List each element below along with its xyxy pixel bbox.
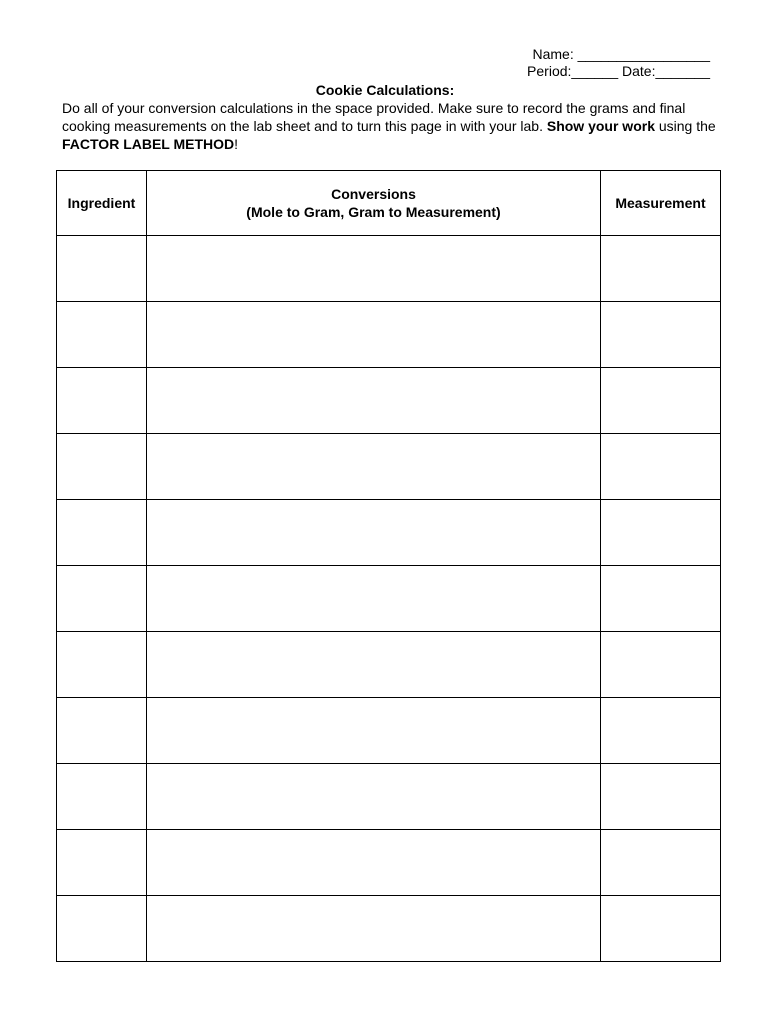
measurement-cell[interactable] bbox=[601, 896, 721, 962]
conversions-cell[interactable] bbox=[147, 566, 601, 632]
table-row bbox=[57, 302, 721, 368]
period-date-field bbox=[470, 63, 710, 80]
instructions-end: ! bbox=[234, 136, 239, 152]
name-field[interactable] bbox=[470, 46, 710, 63]
conversions-cell[interactable] bbox=[147, 434, 601, 500]
table-row bbox=[57, 434, 721, 500]
measurement-cell[interactable] bbox=[601, 434, 721, 500]
table-row bbox=[57, 566, 721, 632]
conversions-cell[interactable] bbox=[147, 368, 601, 434]
conversions-cell[interactable] bbox=[147, 830, 601, 896]
date-blank[interactable]: _______ bbox=[655, 63, 710, 79]
ingredient-cell[interactable] bbox=[57, 500, 147, 566]
conversions-cell[interactable] bbox=[147, 236, 601, 302]
header-ingredient: Ingredient bbox=[57, 171, 147, 236]
header-fields bbox=[470, 46, 710, 80]
ingredient-cell[interactable] bbox=[57, 632, 147, 698]
table-header-row bbox=[57, 171, 721, 236]
measurement-cell[interactable] bbox=[601, 236, 721, 302]
conversion-table bbox=[56, 170, 721, 962]
table-row bbox=[57, 236, 721, 302]
table-row bbox=[57, 632, 721, 698]
measurement-cell[interactable] bbox=[601, 566, 721, 632]
conversions-cell[interactable] bbox=[147, 764, 601, 830]
measurement-cell[interactable] bbox=[601, 500, 721, 566]
table-row bbox=[57, 698, 721, 764]
conversions-cell[interactable] bbox=[147, 632, 601, 698]
header-conversions-title: Conversions bbox=[331, 186, 416, 202]
measurement-cell[interactable] bbox=[601, 830, 721, 896]
table-row bbox=[57, 830, 721, 896]
period-label: Period: bbox=[527, 63, 572, 79]
date-label: Date: bbox=[622, 63, 656, 79]
conversions-cell[interactable] bbox=[147, 500, 601, 566]
name-blank[interactable]: _________________ bbox=[577, 46, 710, 62]
instructions-using: using the bbox=[654, 118, 716, 134]
instructions bbox=[62, 99, 722, 153]
period-blank[interactable]: ______ bbox=[571, 63, 619, 79]
header-conversions bbox=[147, 171, 601, 236]
table-row bbox=[57, 896, 721, 962]
measurement-cell[interactable] bbox=[601, 368, 721, 434]
ingredient-cell[interactable] bbox=[57, 830, 147, 896]
table-row bbox=[57, 368, 721, 434]
ingredient-cell[interactable] bbox=[57, 896, 147, 962]
ingredient-cell[interactable] bbox=[57, 698, 147, 764]
header-measurement: Measurement bbox=[601, 171, 721, 236]
measurement-cell[interactable] bbox=[601, 302, 721, 368]
conversions-cell[interactable] bbox=[147, 698, 601, 764]
ingredient-cell[interactable] bbox=[57, 302, 147, 368]
ingredient-cell[interactable] bbox=[57, 368, 147, 434]
measurement-cell[interactable] bbox=[601, 632, 721, 698]
measurement-cell[interactable] bbox=[601, 764, 721, 830]
conversions-cell[interactable] bbox=[147, 302, 601, 368]
ingredient-cell[interactable] bbox=[57, 236, 147, 302]
page-title: Cookie Calculations: bbox=[315, 82, 455, 98]
measurement-cell[interactable] bbox=[601, 698, 721, 764]
name-label: Name: bbox=[532, 46, 574, 62]
instructions-show-work: Show your work bbox=[546, 118, 655, 134]
ingredient-cell[interactable] bbox=[57, 764, 147, 830]
instructions-text: Do all of your conversion calculations in the space provided. Make sure to record the grams and final cooking measurements on the lab sheet and to turn this page in with your lab. bbox=[62, 100, 686, 134]
instructions-method: FACTOR LABEL METHOD bbox=[62, 136, 235, 152]
header-conversions-subtitle: (Mole to Gram, Gram to Measurement) bbox=[246, 204, 501, 220]
table-body bbox=[57, 236, 721, 962]
ingredient-cell[interactable] bbox=[57, 566, 147, 632]
table-row bbox=[57, 764, 721, 830]
conversions-cell[interactable] bbox=[147, 896, 601, 962]
table-row bbox=[57, 500, 721, 566]
ingredient-cell[interactable] bbox=[57, 434, 147, 500]
